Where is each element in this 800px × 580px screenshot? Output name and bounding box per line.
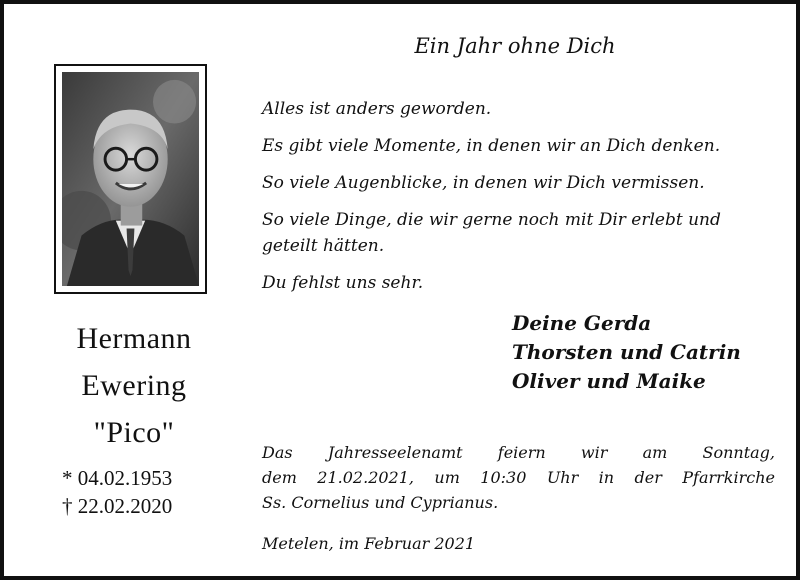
poem-line: Alles ist anders geworden. [262, 99, 492, 119]
signature-line: Thorsten und Catrin [512, 340, 741, 364]
portrait-photo [62, 72, 199, 286]
service-line: Ss. Cornelius und Cyprianus. [262, 493, 499, 512]
deceased-last-name: Ewering [81, 369, 187, 402]
poem-line: So viele Dinge, die wir gerne noch mit Dir erlebt und [262, 210, 721, 230]
signatures [512, 309, 741, 396]
notice-title: Ein Jahr ohne Dich [414, 34, 616, 58]
service-line: dem 21.02.2021, um 10:30 Uhr in der Pfarrkirche [262, 468, 775, 487]
poem [262, 96, 782, 307]
poem-line: geteilt hätten. [262, 236, 385, 256]
deceased-first-name: Hermann [76, 322, 192, 355]
signature-line: Deine Gerda [512, 311, 652, 335]
place-and-date: Metelen, im Februar 2021 [262, 534, 476, 553]
birth-date: * 04.02.1953 [62, 466, 173, 490]
poem-line: Es gibt viele Momente, in denen wir an Dich denken. [262, 136, 721, 156]
signature-line: Oliver und Maike [512, 369, 706, 393]
portrait-photo-frame [54, 64, 207, 294]
poem-line: Du fehlst uns sehr. [262, 273, 424, 293]
deceased-nickname: "Pico" [93, 416, 175, 449]
poem-line: So viele Augenblicke, in denen wir Dich vermissen. [262, 173, 705, 193]
service-announcement [262, 440, 775, 515]
death-date: † 22.02.2020 [62, 494, 173, 518]
service-line: Das Jahresseelenamt feiern wir am Sonntag, [262, 443, 775, 462]
